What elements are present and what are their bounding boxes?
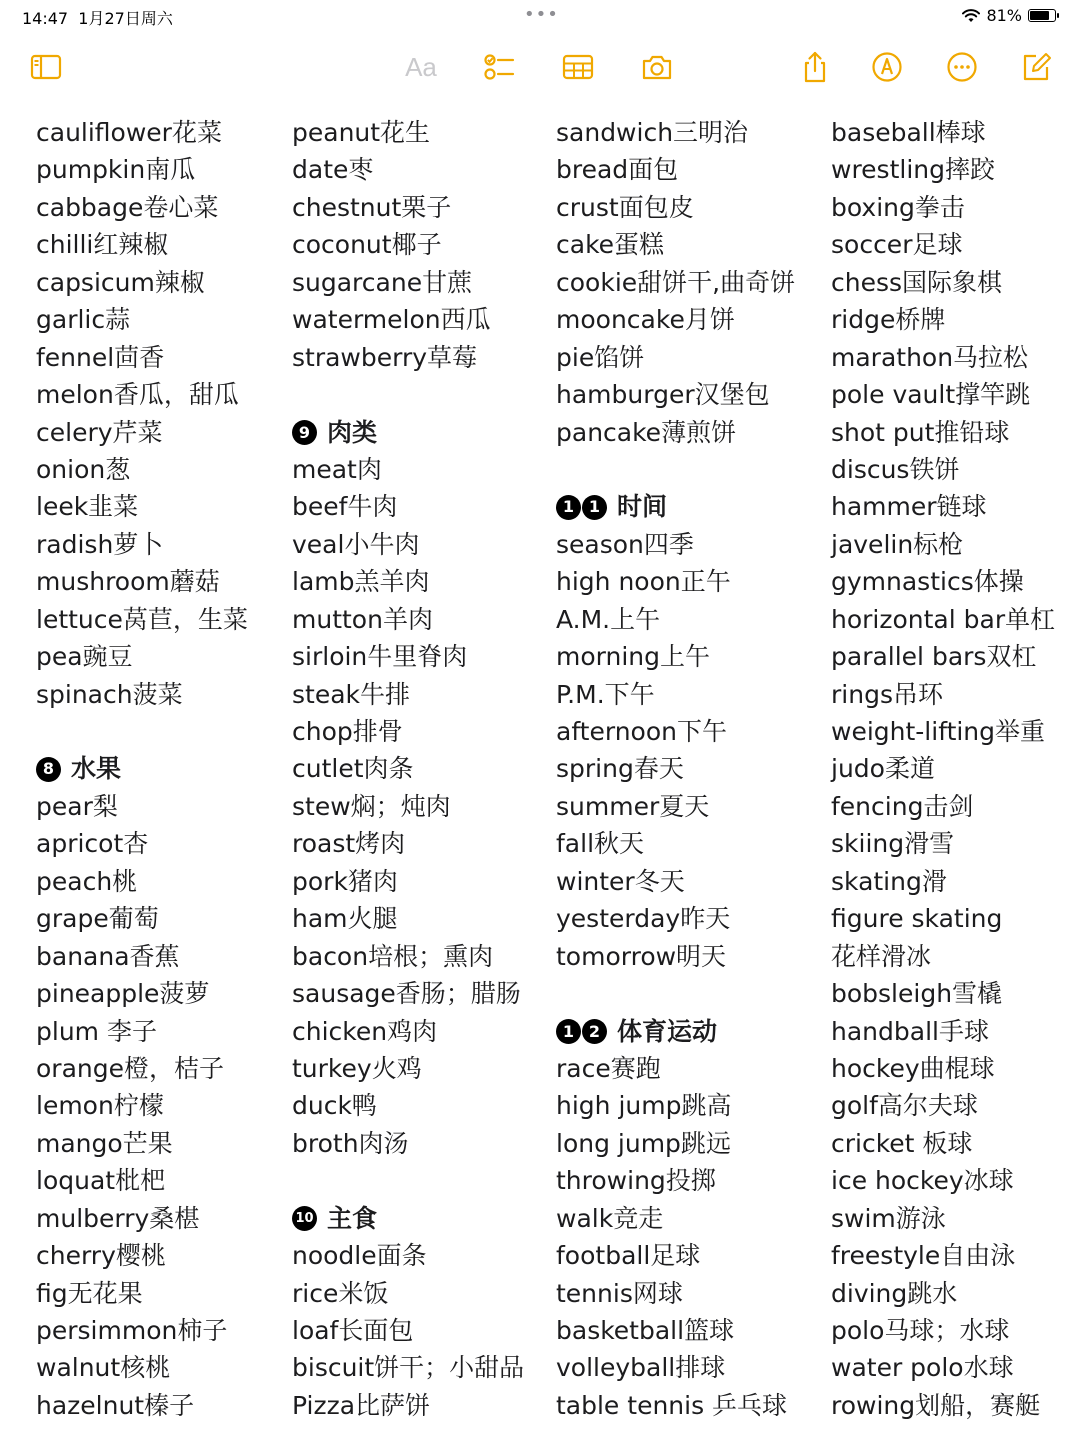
status-date: 1月27日周六 (78, 9, 173, 28)
vocab-entry[interactable]: baseball棒球 (831, 118, 986, 147)
vocab-entry[interactable]: pumpkin南瓜 (36, 155, 196, 185)
vocab-entry[interactable]: marathon马拉松 (831, 342, 1029, 372)
vocab-entry[interactable]: lemon柠檬 (36, 1091, 164, 1121)
vocab-entry[interactable]: chop排骨 (292, 717, 403, 746)
section-heading (36, 750, 248, 787)
vocab-entry[interactable]: gymnastics体操 (831, 567, 1024, 597)
note-column-1 (36, 114, 248, 1424)
vocab-entry[interactable]: date枣 (292, 155, 374, 185)
compose-button[interactable] (1017, 48, 1055, 86)
vocab-entry[interactable]: soccer足球 (831, 230, 963, 260)
vocab-entry[interactable]: pork猪肉 (292, 866, 398, 896)
table-button[interactable] (559, 48, 597, 86)
section-title: 时间 (617, 492, 668, 522)
status-time (22, 6, 173, 29)
vocab-entry[interactable]: tomorrow明天 (556, 941, 727, 971)
note-column-3 (556, 114, 795, 1424)
vocab-entry[interactable]: basketball篮球 (556, 1316, 735, 1345)
share-button[interactable] (796, 48, 834, 86)
vocab-entry[interactable]: cabbage卷心菜 (36, 192, 219, 222)
vocab-entry[interactable]: polo马球；水球 (831, 1316, 1010, 1345)
vocab-entry[interactable]: mushroom蘑菇 (36, 567, 220, 597)
vocab-entry[interactable]: pie馅饼 (556, 342, 645, 372)
vocab-entry[interactable]: 花样滑冰 (831, 941, 932, 971)
number-circle-icon: 1 (556, 1019, 581, 1044)
vocab-entry[interactable]: crust面包皮 (556, 192, 694, 222)
vocab-entry[interactable]: A.M.上午 (556, 604, 661, 634)
vocab-entry[interactable]: persimmon柿子 (36, 1316, 228, 1345)
vocab-entry[interactable]: weight-lifting举重 (831, 717, 1046, 746)
vocab-entry[interactable]: mutton羊肉 (292, 604, 433, 634)
section-title: 主食 (327, 1203, 378, 1233)
vocab-entry[interactable]: turkey火鸡 (292, 1053, 422, 1083)
vocab-entry[interactable]: plum 李子 (36, 1016, 157, 1046)
blank-line (36, 713, 248, 750)
vocab-entry[interactable]: water polo水球 (831, 1353, 1014, 1383)
vocab-entry[interactable]: shot put推铅球 (831, 417, 1010, 447)
number-circle-icon: 1 (582, 495, 607, 520)
vocab-entry[interactable]: freestyle自由泳 (831, 1241, 1016, 1271)
vocab-entry[interactable]: ice hockey冰球 (831, 1166, 1014, 1196)
vocab-entry[interactable]: celery芹菜 (36, 417, 163, 447)
vocab-entry[interactable]: high noon正午 (556, 567, 731, 597)
vocab-entry[interactable]: handball手球 (831, 1016, 989, 1046)
vocab-entry[interactable]: bobsleigh雪橇 (831, 979, 1003, 1009)
note-column-2 (292, 114, 524, 1424)
vocab-entry[interactable]: spring春天 (556, 754, 684, 784)
checklist-icon (482, 50, 516, 84)
wifi-icon (962, 9, 980, 23)
vocab-entry[interactable]: javelin标枪 (831, 529, 964, 559)
vocab-entry[interactable]: lamb羔羊肉 (292, 567, 430, 597)
text-format-button[interactable]: Aa (405, 51, 437, 82)
share-icon (798, 50, 832, 84)
vocab-entry[interactable]: meat肉 (292, 454, 382, 484)
vocab-entry[interactable]: bacon培根；熏肉 (292, 941, 494, 971)
vocab-entry[interactable]: chicken鸡肉 (292, 1016, 438, 1046)
vocab-entry[interactable]: season四季 (556, 529, 694, 559)
vocab-entry[interactable]: steak牛排 (292, 679, 411, 709)
ellipsis-circle-icon (945, 50, 979, 84)
vocab-entry[interactable]: golf高尔夫球 (831, 1091, 978, 1121)
status-bar (0, 0, 1080, 32)
vocab-entry[interactable]: rings吊环 (831, 679, 943, 709)
vocab-entry[interactable]: spinach菠菜 (36, 679, 183, 709)
vocab-entry[interactable]: afternoon下午 (556, 717, 727, 746)
vocab-entry[interactable]: cricket 板球 (831, 1128, 973, 1158)
vocab-entry[interactable]: rice米饭 (292, 1278, 389, 1308)
vocab-entry[interactable]: chess国际象棋 (831, 267, 1003, 297)
number-circle-icon: 1 (556, 495, 581, 520)
vocab-entry[interactable]: Pizza比萨饼 (292, 1390, 431, 1420)
vocab-entry[interactable]: watermelon西瓜 (292, 305, 491, 335)
blank-line (292, 376, 524, 413)
section-title: 肉类 (327, 417, 378, 447)
section-heading (292, 1200, 524, 1237)
sidebar-toggle-button[interactable] (27, 48, 65, 86)
vocab-entry[interactable]: pole vault撑竿跳 (831, 380, 1031, 410)
section-number-badge (556, 495, 607, 520)
blank-line (292, 1162, 524, 1199)
more-options-button[interactable] (943, 48, 981, 86)
notes-toolbar (0, 40, 1080, 90)
vocab-entry[interactable]: pea豌豆 (36, 642, 133, 672)
vocab-entry[interactable]: broth肉汤 (292, 1128, 409, 1158)
section-title: 体育运动 (617, 1016, 718, 1046)
vocab-entry[interactable]: table tennis 乒乓球 (556, 1390, 788, 1420)
vocab-entry[interactable]: rowing划船，赛艇 (831, 1390, 1041, 1420)
vocab-entry[interactable]: boxing拳击 (831, 192, 965, 222)
vocab-entry[interactable]: grape葡萄 (36, 904, 159, 934)
multitasking-dots-icon[interactable]: ••• (524, 4, 559, 25)
markup-pen-icon (870, 50, 904, 84)
vocab-entry[interactable]: sirloin牛里脊肉 (292, 642, 468, 672)
battery-percent: 81% (986, 6, 1022, 25)
status-right (962, 6, 1056, 25)
section-heading (556, 1013, 795, 1050)
vocab-entry[interactable]: skiing滑雪 (831, 829, 955, 859)
vocab-entry[interactable]: mooncake月饼 (556, 305, 735, 335)
vocab-entry[interactable]: yesterday昨天 (556, 904, 731, 934)
vocab-entry[interactable]: sugarcane甘蔗 (292, 267, 473, 297)
vocab-entry[interactable]: long jump跳远 (556, 1128, 731, 1158)
blank-line (556, 975, 795, 1012)
vocab-entry[interactable]: chilli红辣椒 (36, 230, 169, 260)
section-heading (292, 414, 524, 451)
vocab-entry[interactable]: ridge桥牌 (831, 305, 946, 335)
vocab-entry[interactable]: throwing投掷 (556, 1166, 716, 1196)
markup-button[interactable] (868, 48, 906, 86)
vocab-entry[interactable]: sandwich三明治 (556, 118, 749, 147)
vocab-entry[interactable]: biscuit饼干；小甜品 (292, 1353, 525, 1383)
vocab-entry[interactable]: cutlet肉条 (292, 754, 414, 784)
vocab-entry[interactable]: capsicum辣椒 (36, 267, 205, 297)
compose-icon (1019, 50, 1053, 84)
vocab-entry[interactable]: garlic蒜 (36, 305, 131, 335)
vocab-entry[interactable]: pear梨 (36, 791, 118, 821)
vocab-entry[interactable]: cauliflower花菜 (36, 118, 222, 147)
vocab-entry[interactable]: sausage香肠；腊肠 (292, 979, 521, 1009)
vocab-entry[interactable]: orange橙，桔子 (36, 1053, 224, 1083)
vocab-entry[interactable]: leek韭菜 (36, 492, 139, 522)
battery-icon (1028, 9, 1056, 22)
vocab-entry[interactable]: horizontal bar单杠 (831, 604, 1056, 634)
section-number-badge (556, 1019, 607, 1044)
vocab-entry[interactable]: peach桃 (36, 866, 138, 896)
vocab-entry[interactable]: high jump跳高 (556, 1091, 732, 1121)
vocab-entry[interactable]: discus铁饼 (831, 454, 960, 484)
vocab-entry[interactable]: fencing击剑 (831, 791, 974, 821)
number-circle-icon: 2 (582, 1019, 607, 1044)
vocab-entry[interactable]: onion葱 (36, 454, 131, 484)
vocab-entry[interactable]: hammer链球 (831, 492, 987, 522)
section-number-badge (292, 420, 317, 445)
vocab-entry[interactable]: football足球 (556, 1241, 701, 1271)
number-circle-icon: 8 (36, 757, 61, 782)
section-title: 水果 (71, 754, 122, 784)
vocab-entry[interactable]: duck鸭 (292, 1091, 377, 1121)
note-column-4 (831, 114, 1055, 1424)
camera-icon (640, 50, 674, 84)
vocab-entry[interactable]: parallel bars双杠 (831, 642, 1037, 672)
vocab-entry[interactable]: banana香蕉 (36, 941, 180, 971)
vocab-entry[interactable]: diving跳水 (831, 1278, 958, 1308)
vocab-entry[interactable]: coconut椰子 (292, 230, 442, 260)
vocab-entry[interactable]: hazelnut榛子 (36, 1390, 195, 1420)
vocab-entry[interactable]: hamburger汉堡包 (556, 380, 770, 410)
vocab-entry[interactable]: peanut花生 (292, 118, 431, 147)
section-heading (556, 488, 795, 525)
vocab-entry[interactable]: mulberry桑椹 (36, 1203, 200, 1233)
vocab-entry[interactable]: strawberry草莓 (292, 342, 478, 372)
number-circle-icon: 9 (292, 420, 317, 445)
vocab-entry[interactable]: ham火腿 (292, 904, 398, 934)
vocab-entry[interactable]: cookie甜饼干,曲奇饼 (556, 267, 796, 297)
vocab-entry[interactable]: tennis网球 (556, 1278, 683, 1308)
section-number-badge (292, 1206, 317, 1231)
vocab-entry[interactable]: roast烤肉 (292, 829, 406, 859)
vocab-entry[interactable]: hockey曲棍球 (831, 1053, 995, 1083)
vocab-entry[interactable]: wrestling摔跤 (831, 155, 995, 185)
number-circle-icon: 10 (292, 1206, 317, 1231)
vocab-entry[interactable]: chestnut栗子 (292, 192, 452, 222)
vocab-entry[interactable]: skating滑 (831, 866, 947, 896)
status-clock: 14:47 (22, 9, 69, 28)
table-icon (561, 50, 595, 84)
vocab-entry[interactable]: summer夏天 (556, 791, 710, 821)
vocab-entry[interactable]: loaf长面包 (292, 1316, 414, 1345)
vocab-entry[interactable]: fall秋天 (556, 829, 645, 859)
vocab-entry[interactable]: cake蛋糕 (556, 230, 665, 260)
checklist-button[interactable] (480, 48, 518, 86)
vocab-entry[interactable]: pancake薄煎饼 (556, 417, 737, 447)
vocab-entry[interactable]: volleyball排球 (556, 1353, 726, 1383)
section-number-badge (36, 757, 61, 782)
sidebar-icon (29, 50, 63, 84)
vocab-entry[interactable]: mango芒果 (36, 1128, 173, 1158)
vocab-entry[interactable]: figure skating (831, 904, 1003, 934)
vocab-entry[interactable]: fig无花果 (36, 1278, 143, 1308)
vocab-entry[interactable]: cherry樱桃 (36, 1241, 166, 1271)
vocab-entry[interactable]: beef牛肉 (292, 492, 398, 522)
vocab-entry[interactable]: morning上午 (556, 642, 710, 672)
vocab-entry[interactable]: race赛跑 (556, 1053, 661, 1083)
vocab-entry[interactable]: swim游泳 (831, 1203, 946, 1233)
vocab-entry[interactable]: melon香瓜，甜瓜 (36, 380, 239, 410)
vocab-entry[interactable]: veal小牛肉 (292, 529, 420, 559)
vocab-entry[interactable]: walk竞走 (556, 1203, 664, 1233)
vocab-entry[interactable]: P.M.下午 (556, 679, 655, 709)
vocab-entry[interactable]: winter冬天 (556, 866, 685, 896)
vocab-entry[interactable]: noodle面条 (292, 1241, 427, 1271)
vocab-entry[interactable]: fennel茴香 (36, 342, 165, 372)
vocab-entry[interactable]: walnut核桃 (36, 1353, 171, 1383)
camera-button[interactable] (638, 48, 676, 86)
vocab-entry[interactable]: apricot杏 (36, 829, 149, 859)
vocab-entry[interactable]: pineapple菠萝 (36, 979, 210, 1009)
vocab-entry[interactable]: bread面包 (556, 155, 679, 185)
vocab-entry[interactable]: radish萝卜 (36, 529, 164, 559)
vocab-entry[interactable]: judo柔道 (831, 754, 935, 784)
blank-line (556, 451, 795, 488)
vocab-entry[interactable]: lettuce莴苣，生菜 (36, 604, 248, 634)
vocab-entry[interactable]: stew焖；炖肉 (292, 791, 451, 821)
vocab-entry[interactable]: loquat枇杷 (36, 1166, 166, 1196)
